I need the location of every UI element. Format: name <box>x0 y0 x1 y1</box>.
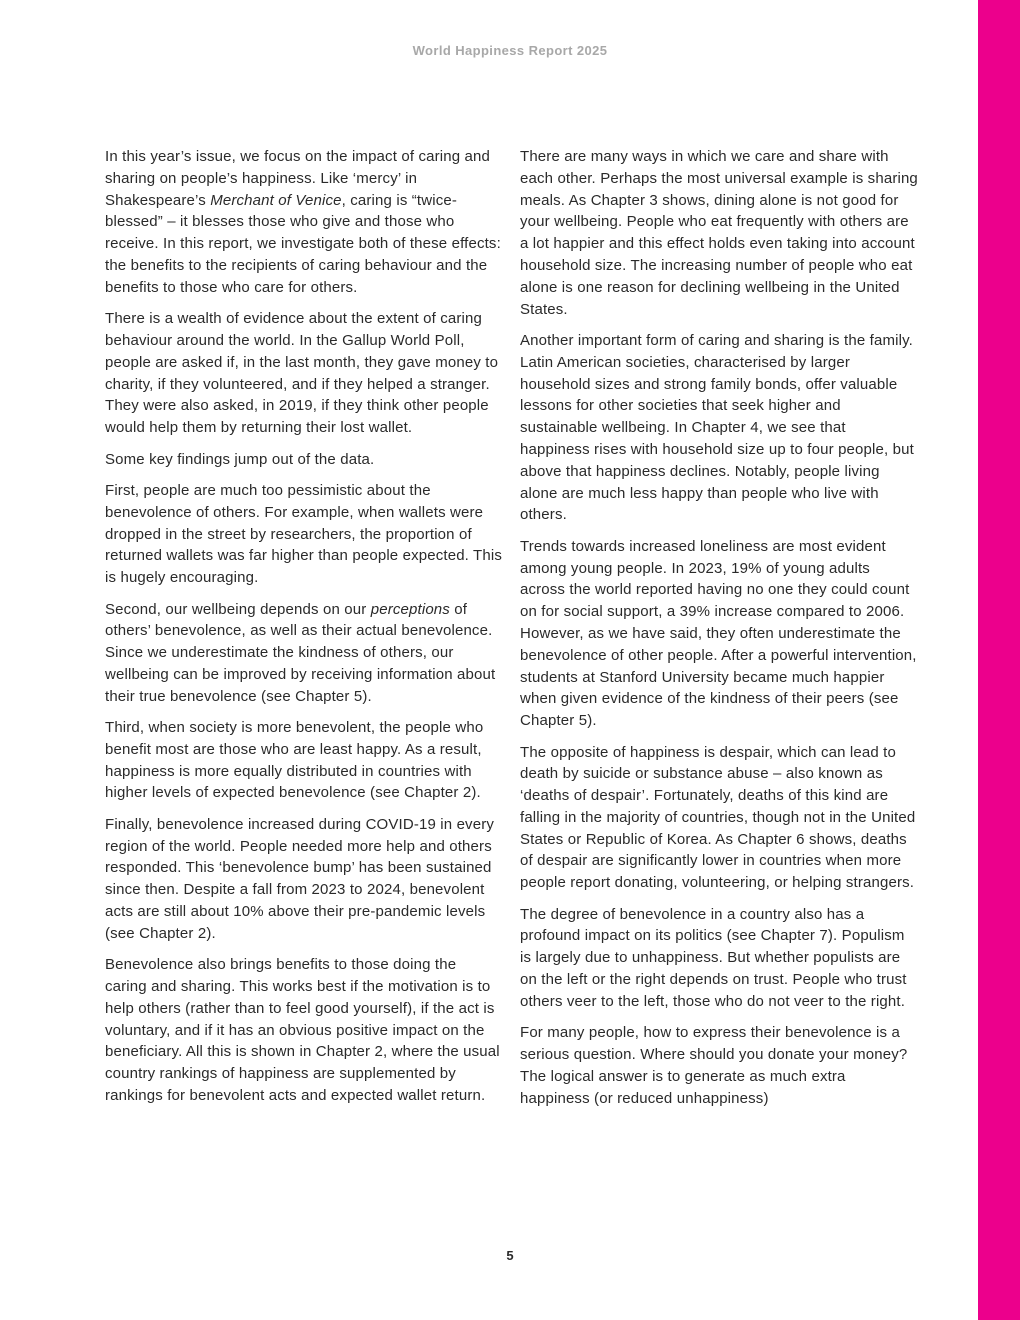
paragraph <box>105 146 502 299</box>
paragraph-text: Second, our wellbeing depends on our <box>105 600 371 618</box>
paragraph: Another important form of caring and sharing is the family. Latin American societies, characterised by larger household sizes and strong family bonds, offer valuable lessons for other societies that seek higher and sustainable wellbeing. In Chapter 4, we see that happiness rises with household size up to four people, but above that happiness declines. Notably, people living alone are much less happy than people who live with others. <box>520 331 914 524</box>
paragraph-text: In this year’s issue, we focus on the impact of caring and sharing on people’s happiness. Like ‘mercy’ in Shakespeare’s <box>105 148 491 209</box>
right-column <box>520 146 918 1119</box>
paragraph: Benevolence also brings benefits to those doing the caring and sharing. This works best if the motivation is to help others (rather than to feel good yourself), if the act is voluntary, and if it has an obvious positive impact on the beneficiary. All this is shown in Chapter 2, where the usual country rankings of happiness are supplemented by rankings for benevolent acts and expected wallet return. <box>105 956 500 1105</box>
italic-title: Merchant of Venice <box>210 191 342 209</box>
paragraph: There is a wealth of evidence about the extent of caring behaviour around the world. In the Gallup World Poll, people are asked if, in the last month, they gave money to charity, if they volunteered, and if they helped a stranger. They were also asked, in 2019, if they think other people would help them by returning their lost wallet. <box>105 310 499 437</box>
paragraph-text: of others’ benevolence, as well as their actual benevolence. Since we underestimate the kindness of others, our wellbeing can be improved by receiving information about their true benevolence (see Chapter 5). <box>105 600 496 705</box>
paragraph: There are many ways in which we care and share with each other. Perhaps the most universal example is sharing meals. As Chapter 3 shows, dining alone is not good for your wellbeing. People who eat frequently with others are a lot happier and this effect holds even taking into account household size. The increasing number of people who eat alone is one reason for declining wellbeing in the United States. <box>520 148 918 318</box>
page-number: 5 <box>506 1248 514 1263</box>
left-column <box>105 146 502 1116</box>
paragraph: The degree of benevolence in a country also has a profound impact on its politics (see Chapter 7). Populism is largely due to unhappiness. But whether populists are on the left or the right depends on trust. People who trust others veer to the left, those who do not veer to the right. <box>520 905 907 1010</box>
paragraph: Trends towards increased loneliness are most evident among young people. In 2023, 19% of young adults across the world reported having no one they could count on for social support, a 39% increase compared to 2006. However, as we have said, they often underestimate the benevolence of other people. After a powerful intervention, students at Stanford University became much happier when given evidence of the kindness of their peers (see Chapter 5). <box>520 537 917 730</box>
paragraph <box>105 599 502 708</box>
italic-emphasis: perceptions <box>370 600 450 618</box>
running-header: World Happiness Report 2025 <box>412 43 608 58</box>
paragraph: Finally, benevolence increased during COVID-19 in every region of the world. People needed more help and others responded. This ‘benevolence bump’ has been sustained since then. Despite a fall from 2023 to 2024, benevolent acts are still about 10% above their pre-pandemic levels (see Chapter 2). <box>105 815 494 942</box>
paragraph-text: , caring is “twice-blessed” – it blesses those who give and those who receive. In this report, we investigate both of these effects: the benefits to the recipients of caring behaviour and the benefits to those who care for others. <box>105 191 501 296</box>
paragraph: First, people are much too pessimistic about the benevolence of others. For example, when wallets were dropped in the street by researchers, the proportion of returned wallets was far higher than people expected. This is hugely encouraging. <box>105 481 502 587</box>
magenta-side-bar <box>978 0 1020 1320</box>
paragraph: Some key findings jump out of the data. <box>105 450 375 468</box>
paragraph: For many people, how to express their benevolence is a serious question. Where should you donate your money? The logical answer is to generate as much extra happiness (or reduced unhappiness) <box>520 1024 908 1107</box>
paragraph: The opposite of happiness is despair, which can lead to death by suicide or substance abuse – also known as ‘deaths of despair’. Fortunately, deaths of this kind are falling in the majority of countries, though not in the United States or Republic of Korea. As Chapter 6 shows, deaths of despair are significantly lower in countries when more people report donating, volunteering, or helping strangers. <box>520 743 916 892</box>
paragraph: Third, when society is more benevolent, the people who benefit most are those who are least happy. As a result, happiness is more equally distributed in countries with higher levels of expected benevolence (see Chapter 2). <box>105 719 484 802</box>
